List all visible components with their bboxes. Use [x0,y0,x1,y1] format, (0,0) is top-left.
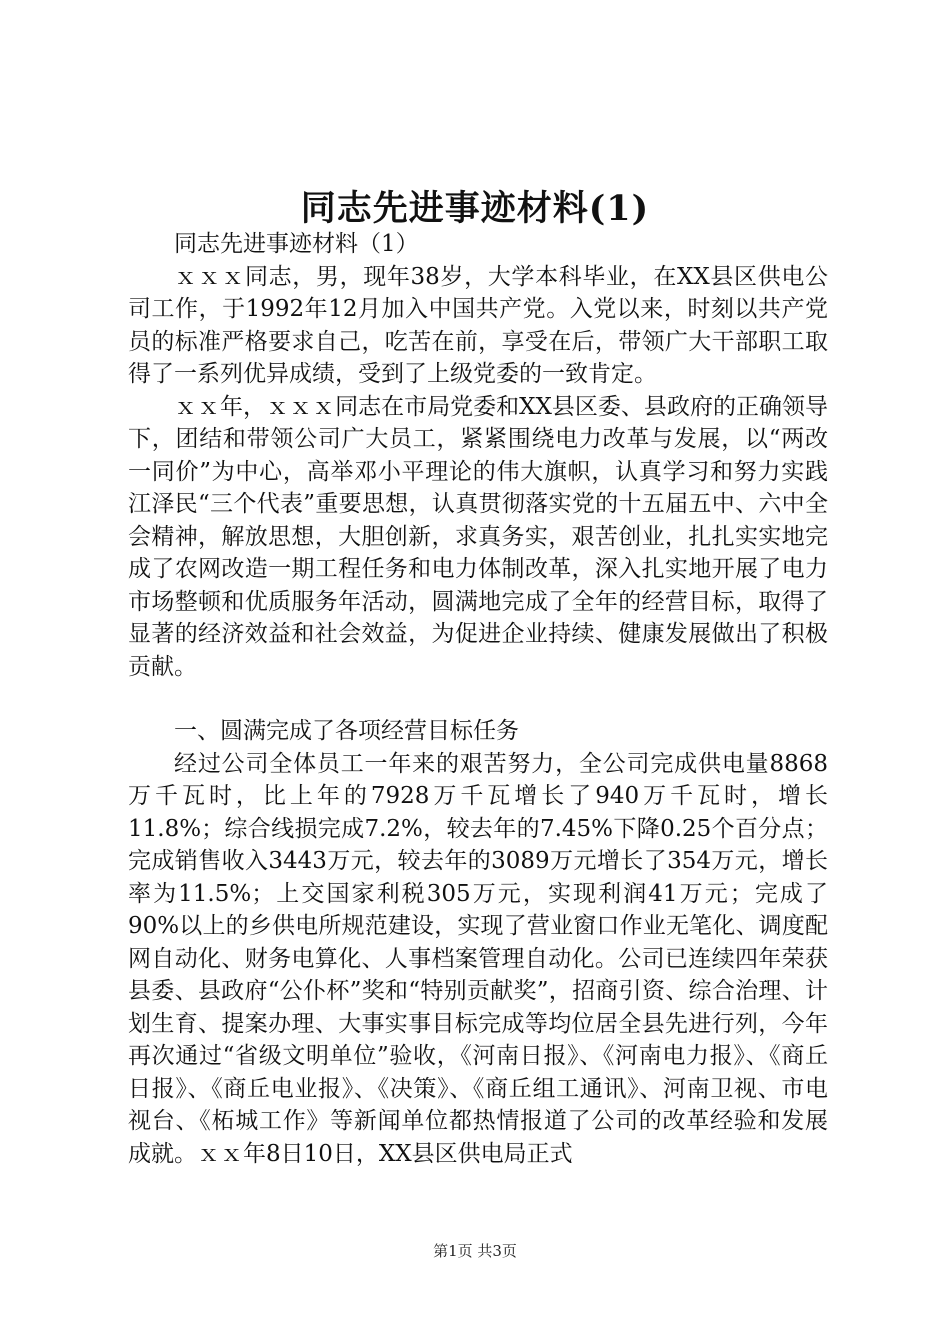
document-title: 同志先进事迹材料(1) [300,188,650,229]
body-paragraph-intro: ｘｘｘ同志，男，现年38岁，大学本科毕业，在XX县区供电公司工作，于1992年12月加入中国共产党。入党以来，时刻以共产党员的标准严格要求自己，吃苦在前，享受在后，带领广大干部职工取得了一系列优异成绩，受到了上级党委的一致肯定。 [128,263,828,387]
document-body [128,228,828,1170]
section-heading: 一、圆满完成了各项经营目标任务 [174,718,519,744]
page-footer: 第1页 共3页 [433,1242,517,1260]
body-paragraph-targets: 经过公司全体员工一年来的艰苦努力，全公司完成供电量8868万千瓦时，比上年的7928万千瓦增长了940万千瓦时，增长11.8%；综合线损完成7.2%，较去年的7.45%下降0.25个百分点；完成销售收入3443万元，较去年的3089万元增长了354万元，增长率为11.5%；上交国家利税305万元，实现利润41万元；完成了90%以上的乡供电所规范建设，实现了营业窗口作业无笔化、调度配网自动化、财务电算化、人事档案管理自动化。公司已连续四年荣获县委、县政府“公仆杯”奖和“特别贡献奖”，招商引资、综合治理、计划生育、提案办理、大事实事目标完成等均位居全县先进行列，今年再次通过“省级文明单位”验收，《河南日报》、《河南电力报》、《商丘日报》、《商丘电业报》、《决策》、《商丘组工通讯》、河南卫视、市电视台、《柘城工作》等新闻单位都热情报道了公司的改革经验和发展成就。ｘｘ年8日10日，XX县区供电局正式 [128,750,828,1167]
body-paragraph-achievements: ｘｘ年，ｘｘｘ同志在市局党委和XX县区委、县政府的正确领导下，团结和带领公司广大员工，紧紧围绕电力改革与发展，以“两改一同价”为中心，高举邓小平理论的伟大旗帜，认真学习和努力实践江泽民“三个代表”重要思想，认真贯彻落实党的十五届五中、六中全会精神，解放思想，大胆创新，求真务实，艰苦创业，扎扎实实地完成了农网改造一期工程任务和电力体制改革，深入扎实地开展了电力市场整顿和优质服务年活动，圆满地完成了全年的经营目标，取得了显著的经济效益和社会效益，为促进企业持续、健康发展做出了积极贡献。 [128,393,828,680]
body-subtitle-paragraph: 同志先进事迹材料（1） [174,231,419,257]
